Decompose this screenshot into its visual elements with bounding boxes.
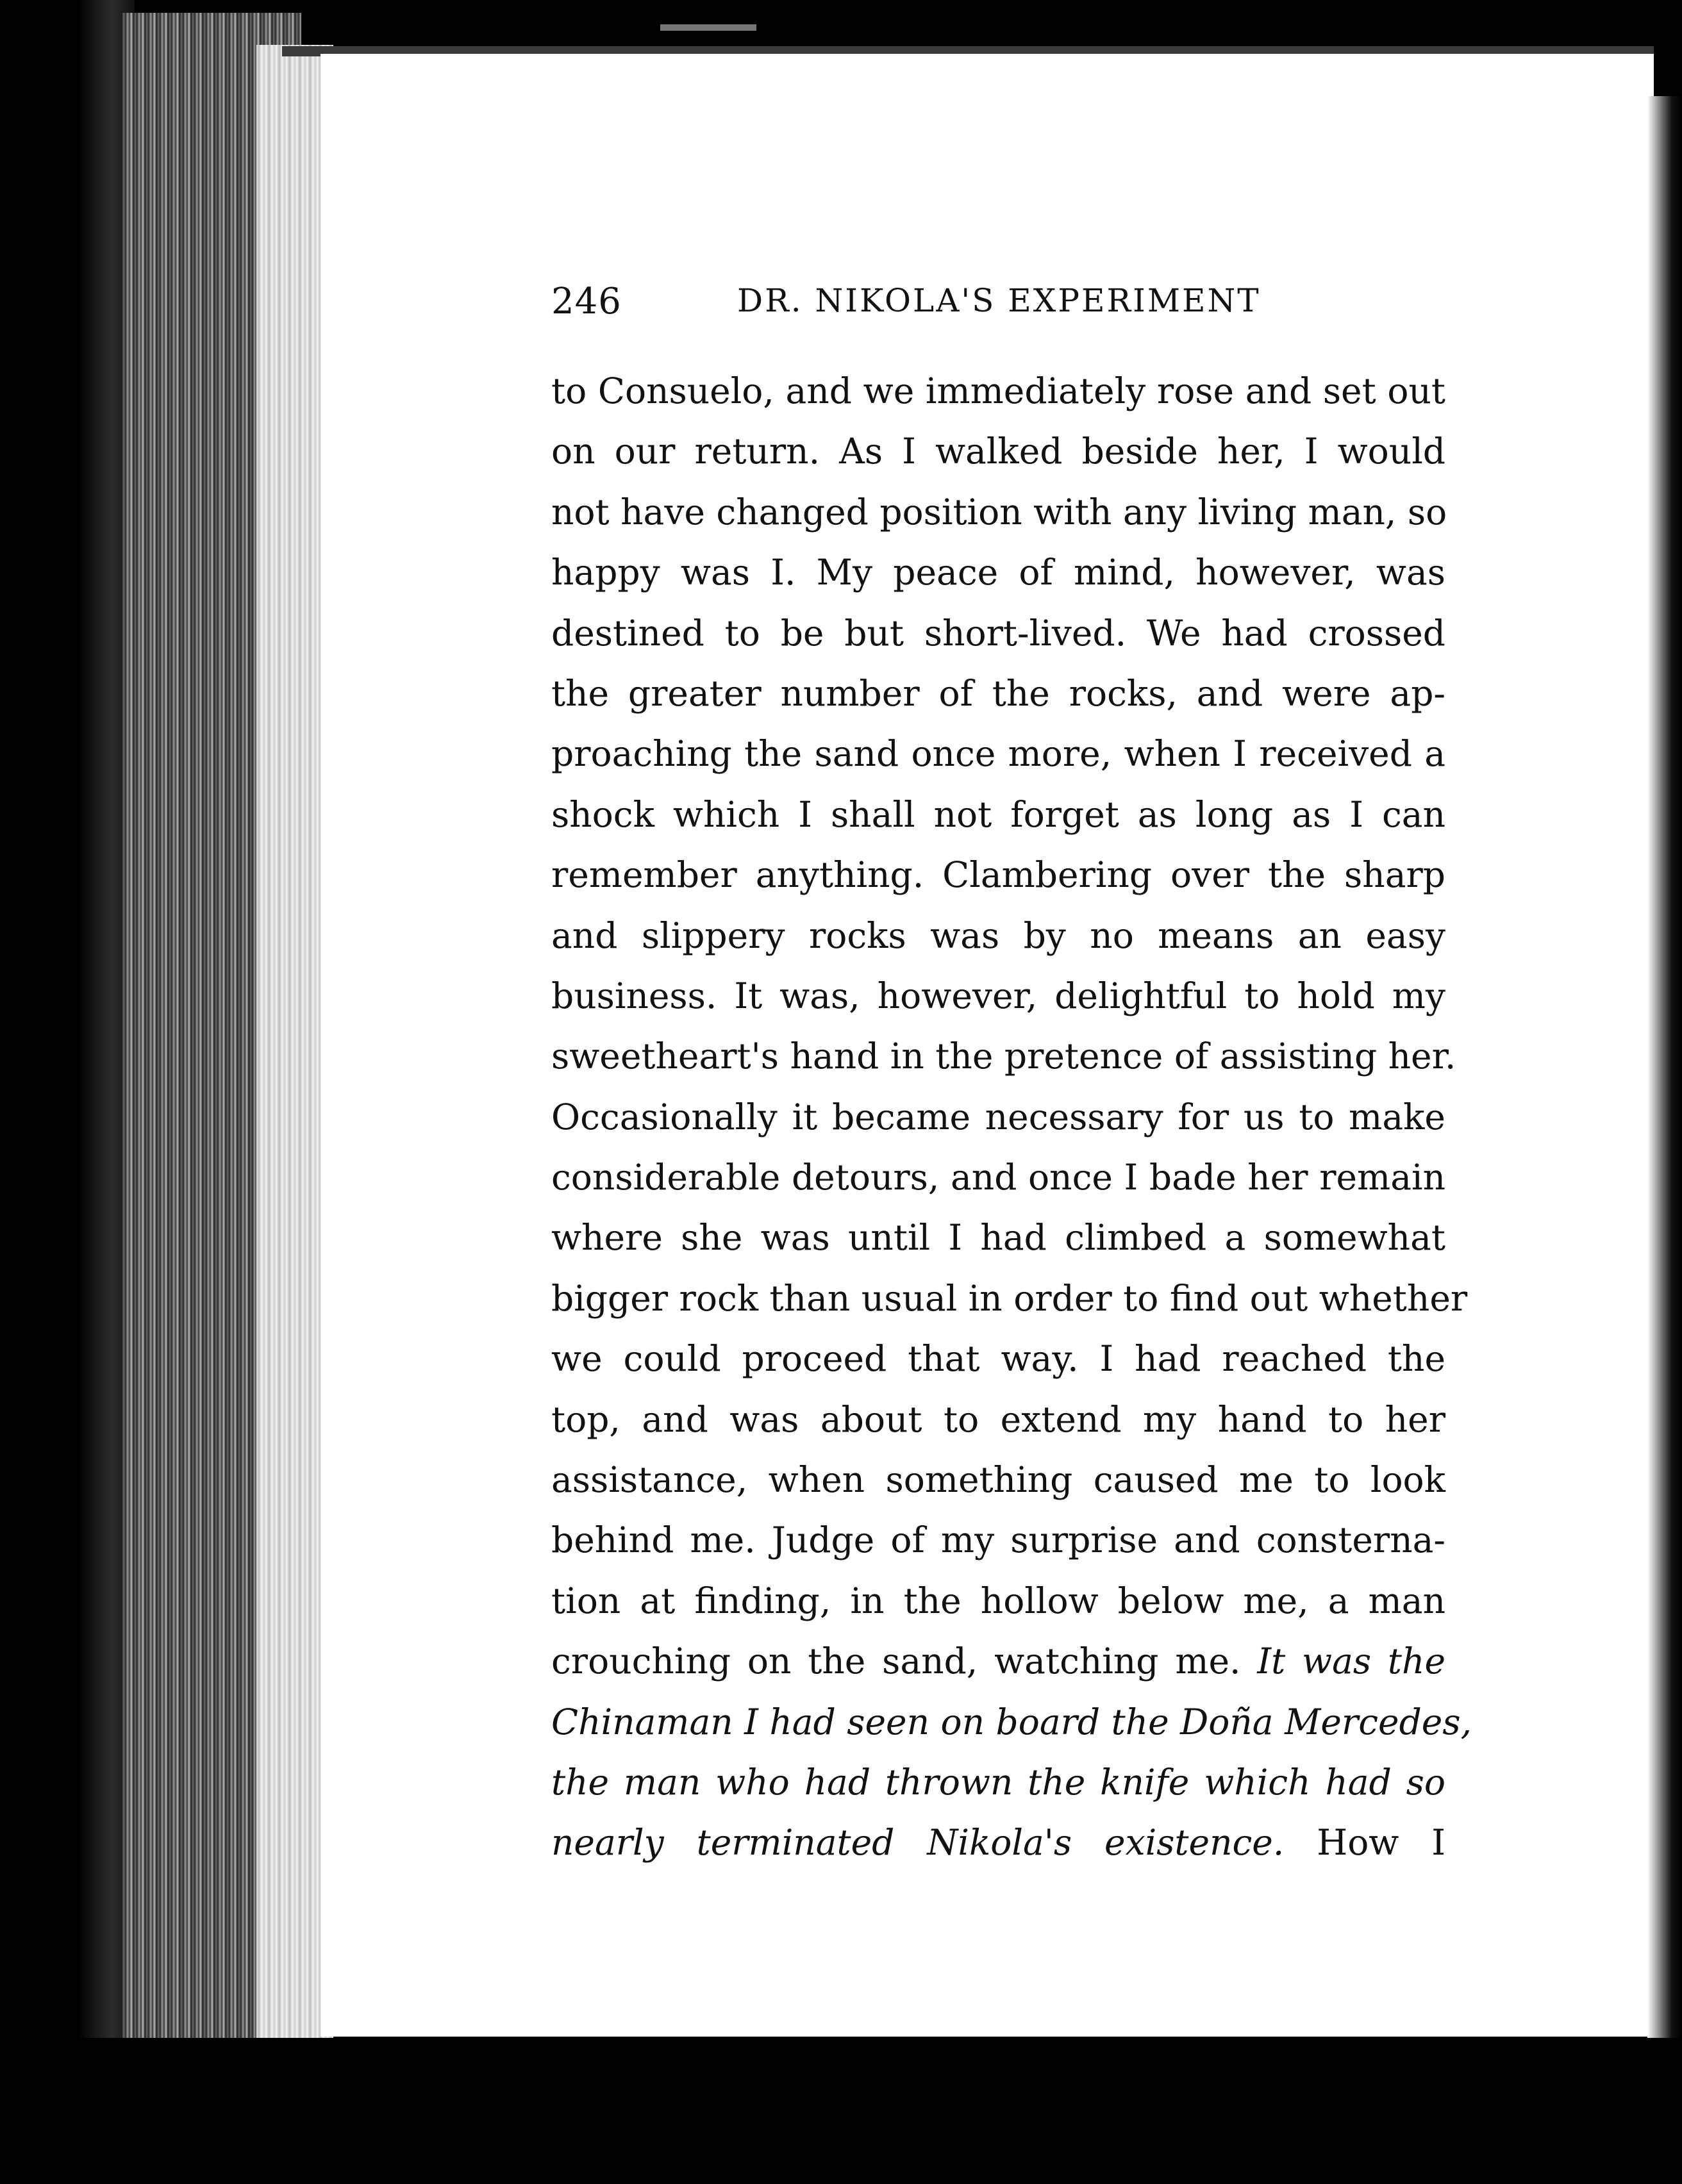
- text-line: [551, 663, 1445, 724]
- text-line: [551, 421, 1445, 481]
- text-line-roman: and slippery rocks was by no means an easy: [551, 914, 1445, 956]
- page-header: [551, 281, 1461, 338]
- text-line: [551, 542, 1445, 602]
- text-line: [551, 1147, 1445, 1207]
- text-line-roman: Occasionally it became necessary for us to make: [551, 1096, 1445, 1138]
- text-line-roman: proaching the sand once more, when I received a: [551, 733, 1445, 775]
- text-line: [551, 1328, 1445, 1389]
- text-line: [551, 361, 1445, 421]
- text-line-roman: top, and was about to extend my hand to her: [551, 1398, 1445, 1440]
- text-line: [551, 1631, 1445, 1691]
- text-line: [551, 1692, 1472, 1752]
- text-line-roman: the greater number of the rocks, and were ap-: [551, 672, 1445, 714]
- text-line-roman: sweetheart's hand in the pretence of assisting her.: [551, 1036, 1456, 1077]
- text-line-roman: assistance, when something caused me to look: [551, 1459, 1445, 1501]
- text-line-roman: we could proceed that way. I had reached the: [551, 1338, 1445, 1380]
- page-number: 246: [551, 281, 622, 322]
- text-line-roman: tion at finding, in the hollow below me, a man: [551, 1580, 1445, 1621]
- text-line: [551, 1752, 1445, 1812]
- text-line-italic: the man who had thrown the knife which had so: [551, 1761, 1445, 1803]
- text-line-roman: destined to be but short-lived. We had crossed: [551, 612, 1445, 654]
- text-line: [551, 1268, 1468, 1328]
- text-line: [551, 1510, 1445, 1570]
- text-line-roman-tail: How I: [1317, 1822, 1446, 1864]
- text-line: [551, 966, 1445, 1026]
- text-line-italic: Chinaman I had seen on board the Doña Mercedes,: [551, 1701, 1472, 1742]
- text-line: [551, 1087, 1445, 1147]
- text-line-roman: crouching on the sand, watching me.: [551, 1641, 1241, 1682]
- text-line-italic-tail: It was the: [1257, 1641, 1445, 1682]
- right-page-edge: [1647, 96, 1682, 2051]
- text-line-roman: to Consuelo, and we immediately rose and set out: [551, 370, 1445, 411]
- text-line-roman: remember anything. Clambering over the sharp: [551, 854, 1445, 896]
- text-line: [551, 1026, 1456, 1086]
- text-line-roman: where she was until I had climbed a somewhat: [551, 1217, 1445, 1259]
- text-line: [551, 603, 1445, 663]
- text-line: [551, 1389, 1445, 1450]
- text-line-roman: shock which I shall not forget as long as I can: [551, 793, 1445, 835]
- text-line-roman: behind me. Judge of my surprise and consterna-: [551, 1519, 1445, 1561]
- running-title: DR. NIKOLA'S EXPERIMENT: [737, 282, 1261, 319]
- top-scan-artifact: [660, 24, 756, 31]
- body-text: [551, 361, 1472, 1873]
- text-line: [551, 1450, 1445, 1510]
- text-line: [551, 1812, 1445, 1873]
- text-line: [551, 482, 1445, 542]
- text-line: [551, 784, 1445, 845]
- text-line-roman: bigger rock than usual in order to find out whether: [551, 1277, 1468, 1319]
- text-line: [551, 1207, 1445, 1268]
- text-line: [551, 845, 1445, 905]
- text-line: [551, 906, 1445, 966]
- text-line-roman: not have changed position with any living man, so: [551, 491, 1447, 533]
- text-line: [551, 1571, 1445, 1631]
- text-line-roman: happy was I. My peace of mind, however, was: [551, 552, 1445, 593]
- text-line-italic: nearly terminated Nikola's existence.: [551, 1822, 1285, 1864]
- text-line-roman: considerable detours, and once I bade her remain: [551, 1157, 1445, 1198]
- text-line-roman: business. It was, however, delightful to hold my: [551, 975, 1445, 1016]
- scan-background-bottom: [0, 2038, 1682, 2184]
- text-line-roman: on our return. As I walked beside her, I would: [551, 431, 1445, 472]
- text-line: [551, 724, 1445, 784]
